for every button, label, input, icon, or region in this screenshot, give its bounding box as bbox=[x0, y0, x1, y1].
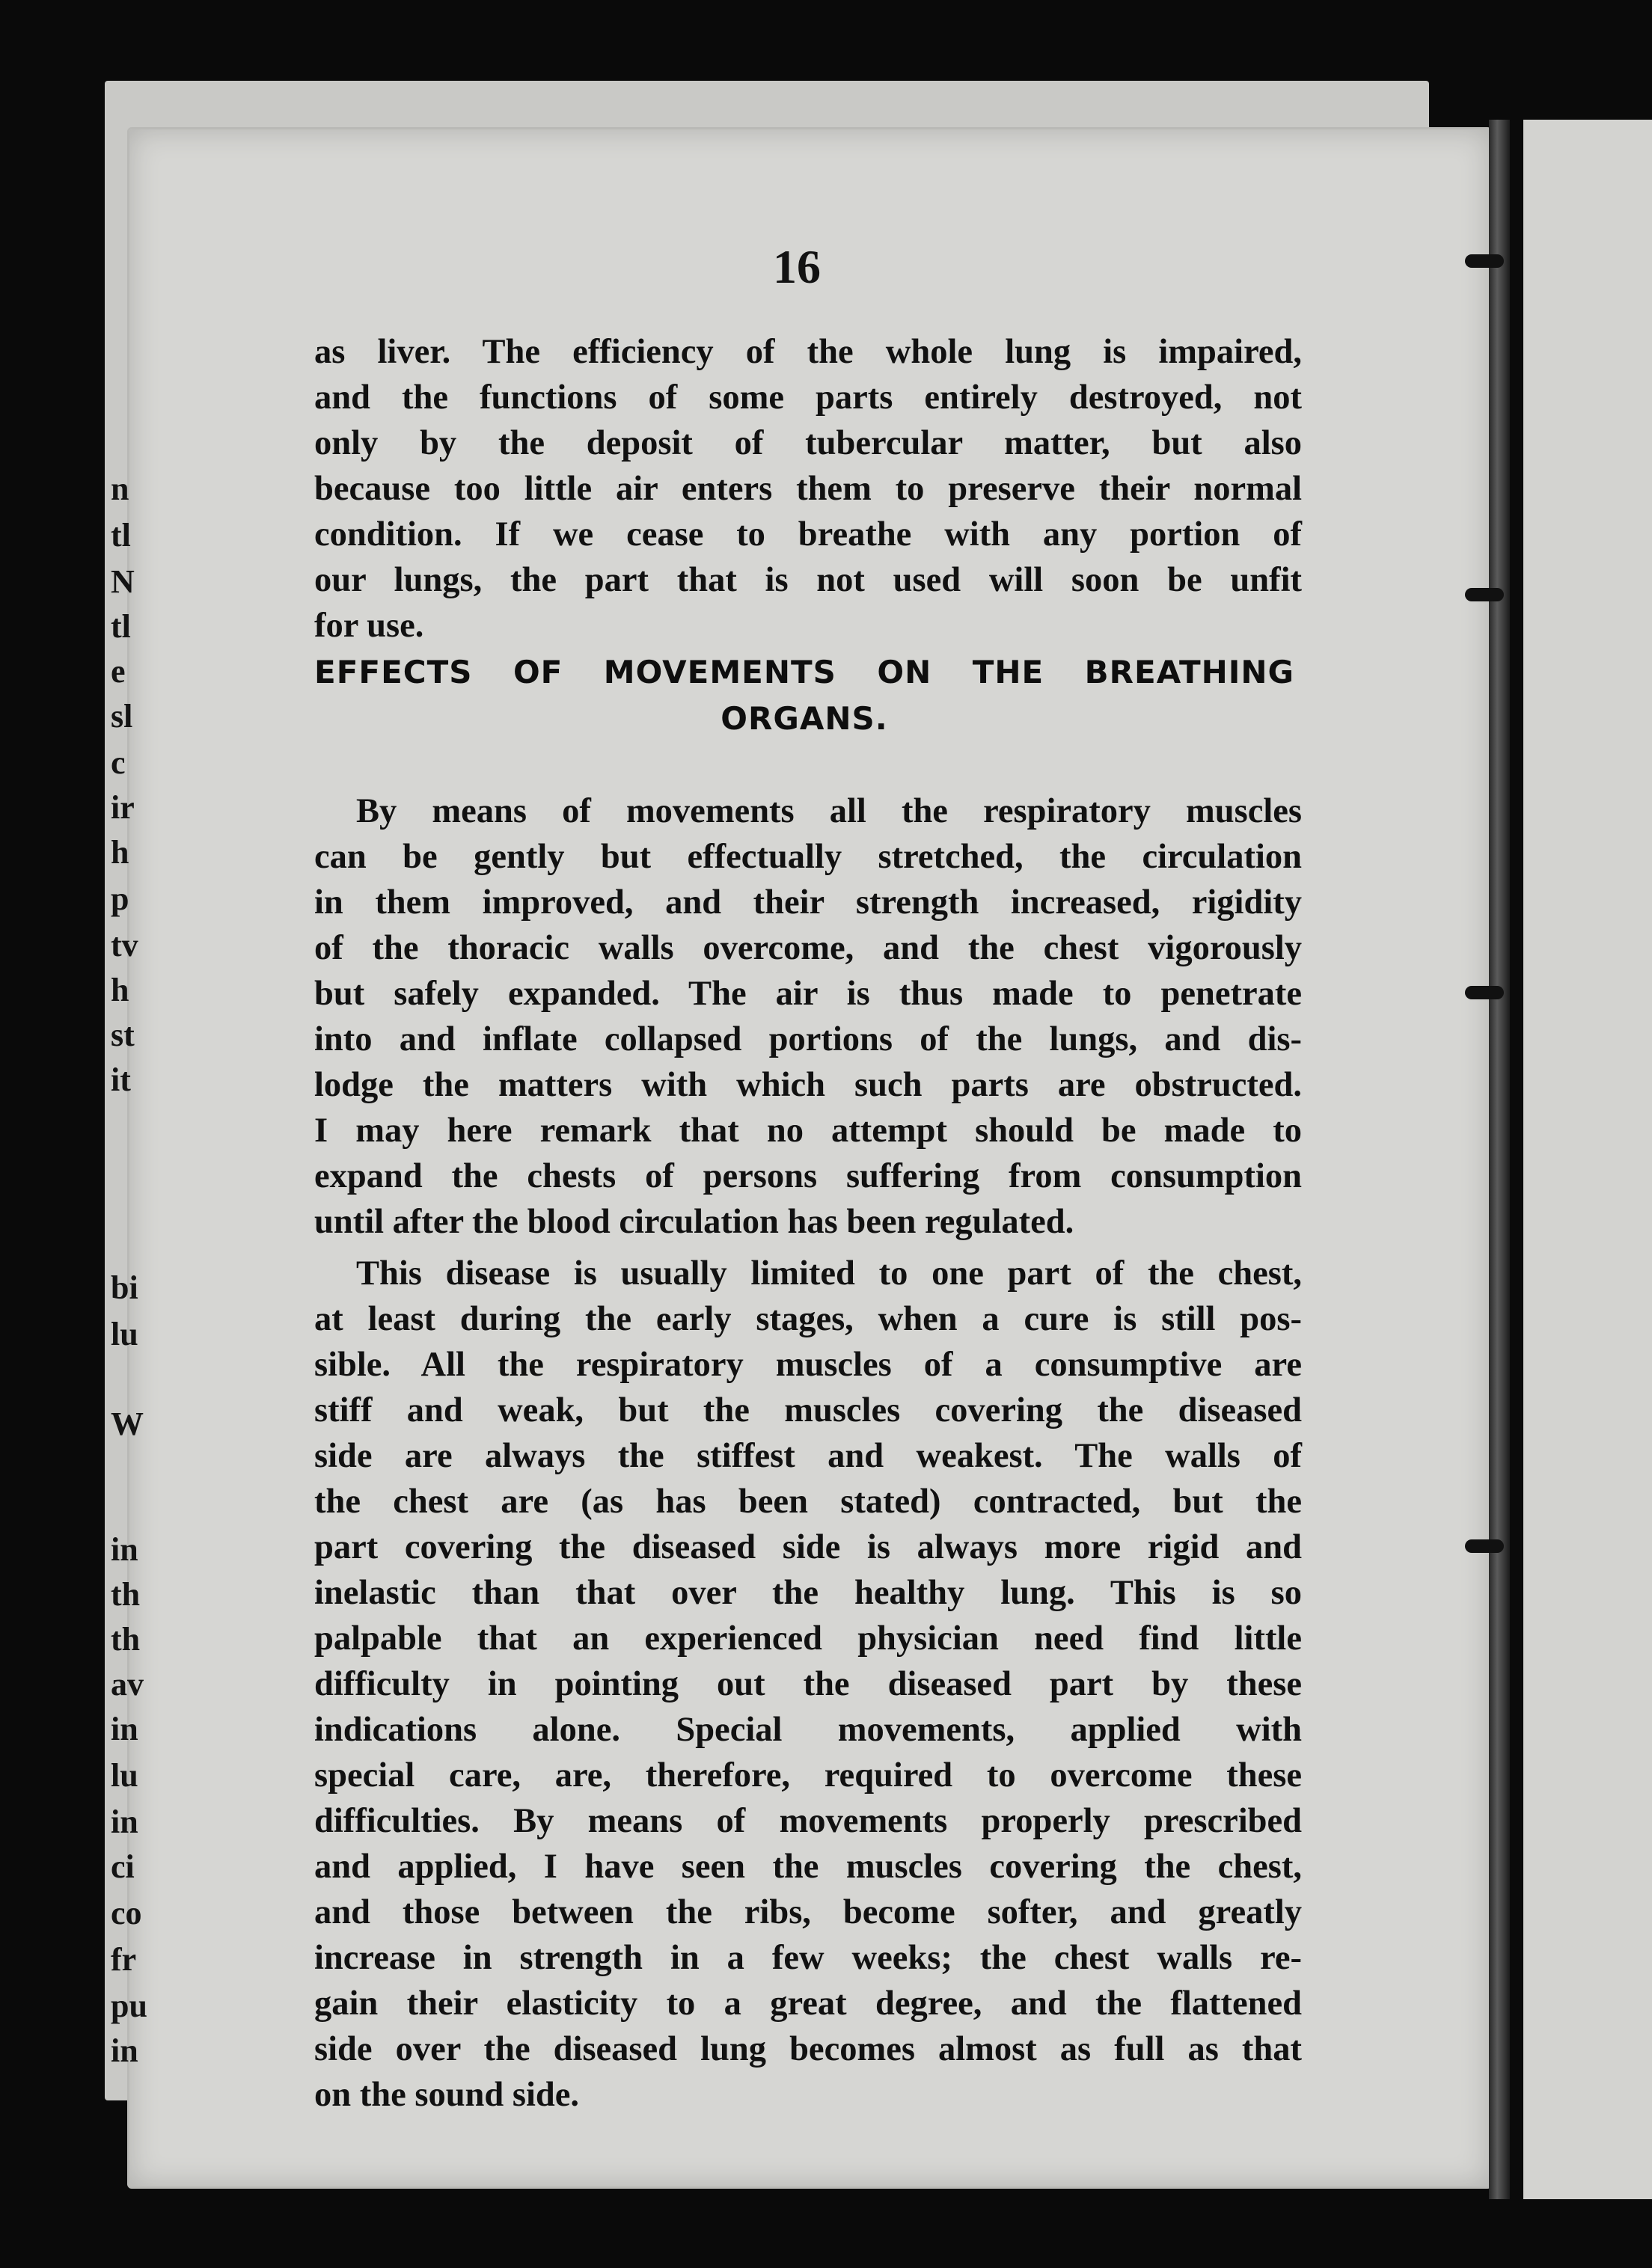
text-line: part covering the diseased side is always more rigid and bbox=[314, 1528, 1302, 1566]
facing-page-fragment: sl bbox=[111, 698, 133, 735]
facing-page-fragment: tl bbox=[111, 517, 131, 554]
text-line: condition. If we cease to breathe with any portion of bbox=[314, 515, 1302, 554]
facing-page-fragment: lu bbox=[111, 1316, 138, 1352]
text-line: as liver. The efficiency of the whole lung is impaired, bbox=[314, 333, 1302, 371]
facing-page-fragment: fr bbox=[111, 1941, 137, 1978]
facing-page-fragment: bi bbox=[111, 1269, 138, 1306]
facing-page-fragment: n bbox=[111, 471, 129, 507]
facing-page-fragment: in bbox=[111, 1531, 138, 1568]
text-line: on the sound side. bbox=[314, 2076, 580, 2114]
facing-page-fragment: it bbox=[111, 1061, 131, 1098]
text-line: can be gently but effectually stretched, the circulation bbox=[314, 838, 1302, 876]
text-line: and the functions of some parts entirely destroyed, not bbox=[314, 378, 1302, 417]
text-line: special care, are, therefore, required to overcome these bbox=[314, 1756, 1302, 1795]
text-line: gain their elasticity to a great degree, and the flattened bbox=[314, 1985, 1302, 2023]
facing-page-fragment: lu bbox=[111, 1757, 138, 1794]
text-line: side are always the stiffest and weakest. The walls of bbox=[314, 1437, 1302, 1475]
facing-page bbox=[1523, 120, 1652, 2199]
facing-page-fragment: tv bbox=[111, 927, 138, 963]
facing-page-fragment: ci bbox=[111, 1848, 135, 1885]
facing-page-fragment: pu bbox=[111, 1987, 147, 2024]
facing-page-fragment: tl bbox=[111, 608, 131, 645]
heading-line: EFFECTS OF MOVEMENTS ON THE BREATHING bbox=[314, 654, 1294, 690]
text-line: This disease is usually limited to one part of the chest, bbox=[356, 1254, 1302, 1293]
text-line: stiff and weak, but the muscles covering the diseased bbox=[314, 1391, 1302, 1429]
text-line: of the thoracic walls overcome, and the chest vigorously bbox=[314, 929, 1302, 967]
text-line: lodge the matters with which such parts are obstructed. bbox=[314, 1066, 1302, 1104]
text-line: until after the blood circulation has been regulated. bbox=[314, 1203, 1074, 1241]
text-line: inelastic than that over the healthy lung. This is so bbox=[314, 1574, 1302, 1612]
spine-mark bbox=[1465, 986, 1504, 999]
spine-mark bbox=[1465, 588, 1504, 601]
paragraph-1 bbox=[314, 329, 1302, 649]
text-line: in them improved, and their strength increased, rigidity bbox=[314, 883, 1302, 922]
text-line: because too little air enters them to preserve their normal bbox=[314, 470, 1302, 508]
facing-page-fragment: st bbox=[111, 1017, 135, 1053]
spine-mark bbox=[1465, 1539, 1504, 1553]
facing-page-fragment: in bbox=[111, 1803, 138, 1840]
facing-page-fragment: h bbox=[111, 834, 129, 871]
text-line: and applied, I have seen the muscles covering the chest, bbox=[314, 1848, 1302, 1886]
text-line: the chest are (as has been stated) contracted, but the bbox=[314, 1483, 1302, 1521]
text-line: I may here remark that no attempt should be made to bbox=[314, 1112, 1302, 1150]
facing-page-fragment: th bbox=[111, 1621, 141, 1658]
page-number: 16 bbox=[773, 240, 821, 293]
text-line: and those between the ribs, become softer, and greatly bbox=[314, 1893, 1302, 1931]
facing-page-fragment: c bbox=[111, 744, 126, 781]
text-line: By means of movements all the respiratory muscles bbox=[356, 792, 1302, 830]
facing-page-fragment: av bbox=[111, 1666, 144, 1702]
text-line: only by the deposit of tubercular matter, but also bbox=[314, 424, 1302, 462]
text-line: sible. All the respiratory muscles of a consumptive are bbox=[314, 1346, 1302, 1384]
text-line: into and inflate collapsed portions of the lungs, and dis- bbox=[314, 1020, 1302, 1058]
section-heading bbox=[314, 649, 1294, 742]
facing-page-fragment: co bbox=[111, 1895, 142, 1931]
facing-page-fragment: in bbox=[111, 1711, 138, 1747]
text-line: palpable that an experienced physician need find little bbox=[314, 1619, 1302, 1658]
text-line: increase in strength in a few weeks; the chest walls re- bbox=[314, 1939, 1302, 1977]
text-line: difficulties. By means of movements properly prescribed bbox=[314, 1802, 1302, 1840]
facing-page-fragment: th bbox=[111, 1576, 141, 1613]
paragraph-3 bbox=[314, 1251, 1302, 2118]
facing-page-fragment: e bbox=[111, 653, 126, 690]
book-spine bbox=[1489, 120, 1510, 2199]
text-line: side over the diseased lung becomes almost as full as that bbox=[314, 2030, 1302, 2068]
text-line: indications alone. Special movements, applied with bbox=[314, 1711, 1302, 1749]
facing-page-fragment: W bbox=[111, 1406, 144, 1442]
text-line: expand the chests of persons suffering from consumption bbox=[314, 1157, 1302, 1195]
text-line: difficulty in pointing out the diseased part by these bbox=[314, 1665, 1302, 1703]
facing-page-fragment: p bbox=[111, 880, 129, 917]
facing-page-fragment: in bbox=[111, 2032, 138, 2069]
facing-page-fragment: ir bbox=[111, 789, 135, 826]
text-line: our lungs, the part that is not used will soon be unfit bbox=[314, 561, 1302, 599]
heading-line: ORGANS. bbox=[721, 700, 888, 737]
facing-page-fragment: h bbox=[111, 972, 129, 1008]
facing-page-fragment: N bbox=[111, 563, 135, 600]
text-line: at least during the early stages, when a cure is still pos- bbox=[314, 1300, 1302, 1338]
text-line: but safely expanded. The air is thus made to penetrate bbox=[314, 975, 1302, 1013]
text-line: for use. bbox=[314, 607, 424, 645]
paragraph-2 bbox=[314, 788, 1302, 1245]
